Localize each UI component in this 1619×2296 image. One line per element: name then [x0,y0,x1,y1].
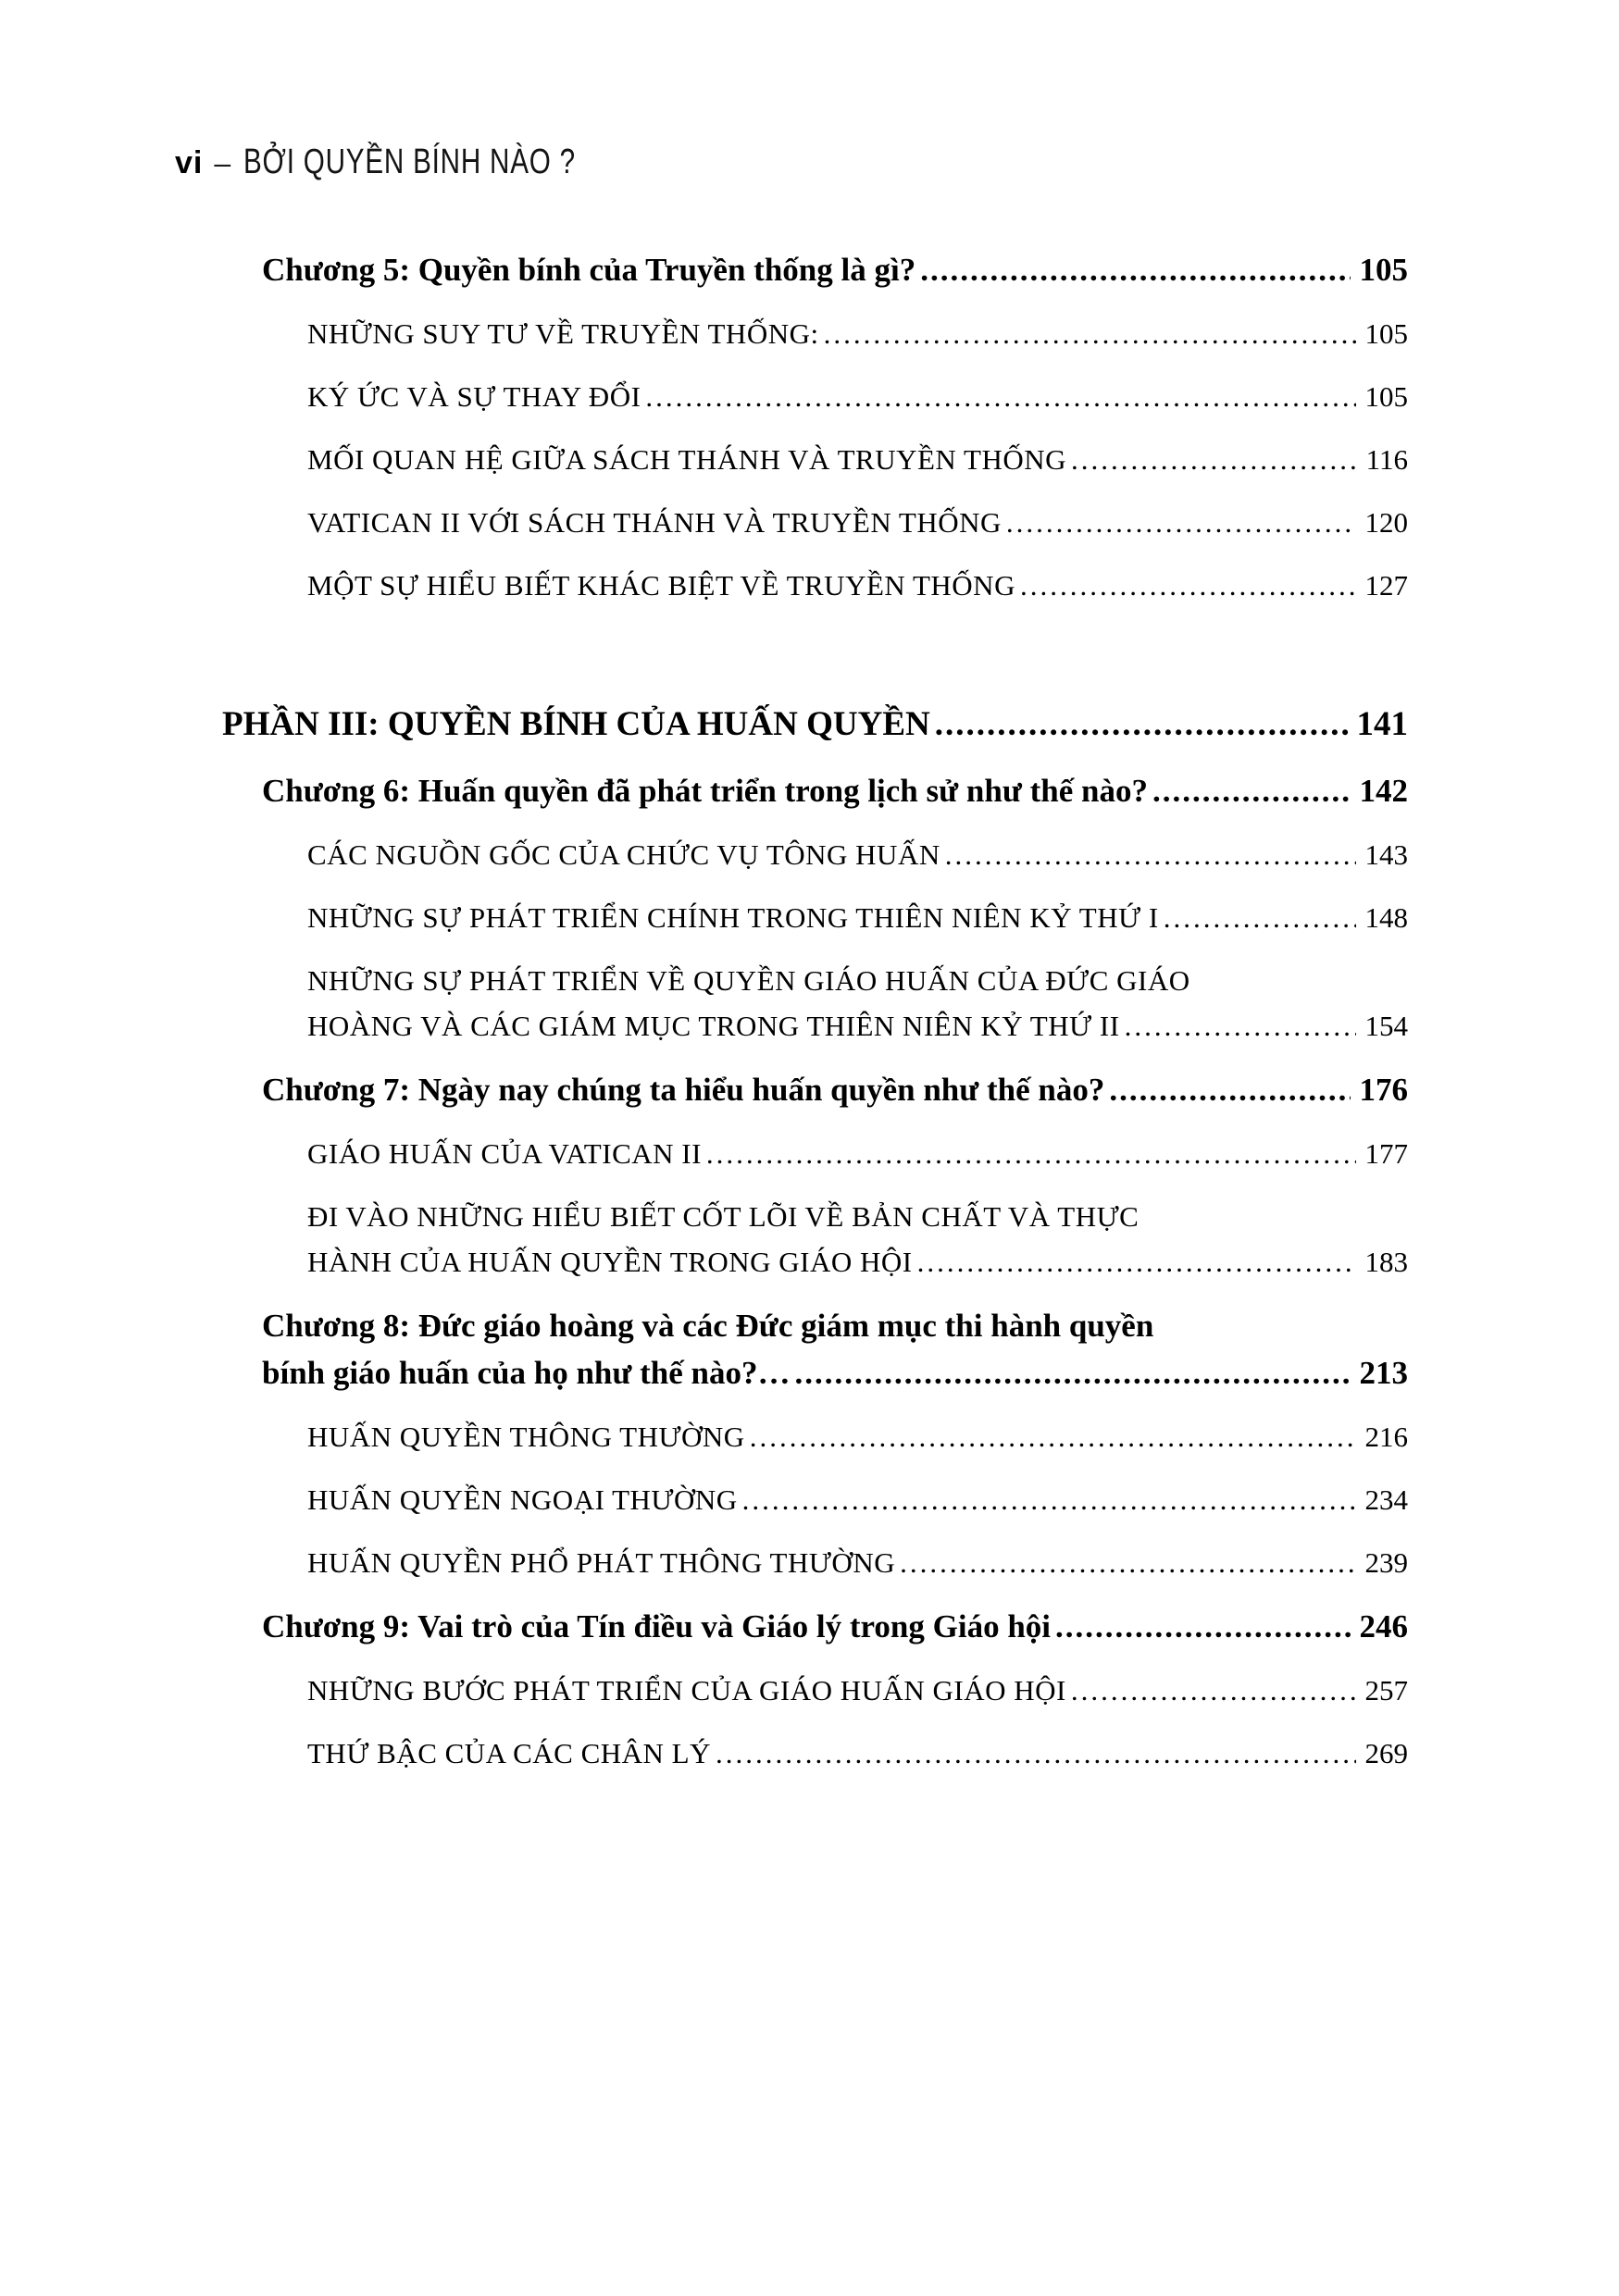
toc-line [307,1131,1408,1176]
toc-entry-chapter [222,1603,1408,1650]
table-of-contents [222,246,1408,1793]
dot-leader [795,1349,1351,1396]
header-book-title: BỞI QUYỀN BÍNH NÀO ? [243,143,577,181]
dot-leader [824,311,1356,356]
running-header [175,143,669,182]
dot-leader [1109,1066,1350,1113]
page-number: 141 [1356,705,1408,743]
page-number: 239 [1364,1546,1408,1579]
toc-entry-title: Chương 6: Huấn quyền đã phát triển trong lịch sử như thế nào? [262,773,1148,809]
toc-entry-title: bính giáo huấn của họ như thế nào?… [262,1355,791,1391]
toc-entry-chapter [222,246,1408,293]
toc-entry-title: HÀNH CỦA HUẤN QUYỀN TRONG GIÁO HỘI [307,1246,913,1278]
toc-entry-title: GIÁO HUẤN CỦA VATICAN II [307,1137,702,1170]
page-number: 154 [1364,1010,1408,1042]
page-number: 269 [1364,1737,1408,1769]
toc-line [307,1668,1408,1713]
toc-entry-title: VATICAN II VỚI SÁCH THÁNH VÀ TRUYỀN THỐNG [307,506,1002,539]
toc-entry-title: Chương 8: Đức giáo hoàng và các Đức giám mục thi hành quyền [262,1308,1154,1344]
dot-leader [1071,437,1357,482]
dot-leader [935,699,1348,750]
page-number: 183 [1364,1246,1408,1278]
dot-leader [917,1239,1356,1285]
dot-leader [945,832,1356,877]
toc-line [307,437,1408,482]
page-number: 216 [1364,1421,1408,1453]
toc-line [222,699,1408,750]
toc-entry-section [222,500,1408,545]
page-number: 105 [1364,317,1408,350]
dot-leader [900,1540,1355,1585]
toc-entry-chapter [222,1302,1408,1396]
toc-entry-chapter [222,1066,1408,1113]
dot-leader [1055,1603,1350,1650]
header-page-number: vi [175,145,204,180]
toc-entry-section [222,958,1408,1049]
page-number: 177 [1364,1137,1408,1170]
toc-entry-title: NHỮNG SUY TƯ VỀ TRUYỀN THỐNG: [307,317,819,350]
toc-entry-title: THỨ BẬC CỦA CÁC CHÂN LÝ [307,1737,712,1769]
toc-entry-section [222,374,1408,419]
toc-entry-title: HUẤN QUYỀN THÔNG THƯỜNG [307,1421,745,1453]
toc-line [307,1003,1408,1049]
dot-leader [706,1131,1356,1176]
dot-leader [716,1731,1355,1776]
page-number: 234 [1364,1483,1408,1516]
toc-entry-chapter [222,767,1408,814]
dot-leader [1071,1668,1356,1713]
toc-line [307,500,1408,545]
toc-entry-section [222,311,1408,356]
dot-leader [1020,563,1356,608]
toc-entry-title: PHẦN III: QUYỀN BÍNH CỦA HUẤN QUYỀN [222,705,930,743]
toc-entry-title: ĐI VÀO NHỮNG HIỂU BIẾT CỐT LÕI VỀ BẢN CHẤT VÀ THỰC [307,1200,1140,1233]
dot-leader [645,374,1355,419]
toc-entry-title: MỘT SỰ HIỂU BIẾT KHÁC BIỆT VỀ TRUYỀN THỐNG [307,569,1015,602]
toc-line [307,1477,1408,1522]
toc-line [262,246,1408,293]
page-number: 148 [1364,901,1408,934]
toc-entry-section [222,1668,1408,1713]
dot-leader [1006,500,1356,545]
toc-entry-title: Chương 5: Quyền bính của Truyền thống là gì? [262,252,916,288]
dot-leader [920,246,1350,293]
toc-entry-section [222,895,1408,940]
toc-entry-section [222,437,1408,482]
toc-entry-title: NHỮNG SỰ PHÁT TRIỂN CHÍNH TRONG THIÊN NIÊN KỶ THỨ I [307,901,1159,934]
toc-entry-section [222,1477,1408,1522]
toc-line [307,895,1408,940]
toc-line [307,832,1408,877]
header-separator: – [214,146,231,180]
dot-leader [1164,895,1356,940]
toc-entry-title: HUẤN QUYỀN PHỔ PHÁT THÔNG THƯỜNG [307,1546,896,1579]
toc-entry-title: CÁC NGUỒN GỐC CỦA CHỨC VỤ TÔNG HUẤN [307,838,940,871]
toc-entry-section [222,1540,1408,1585]
toc-line [307,1194,1408,1239]
dot-leader [742,1477,1356,1522]
toc-line [307,374,1408,419]
toc-entry-title: MỐI QUAN HỆ GIỮA SÁCH THÁNH VÀ TRUYỀN THỐNG [307,443,1066,476]
page-number: 143 [1364,838,1408,871]
toc-entry-section [222,1731,1408,1776]
page-number: 105 [1359,252,1408,288]
toc-line [307,1239,1408,1285]
page-number: 257 [1364,1674,1408,1706]
toc-entry-title: HOÀNG VÀ CÁC GIÁM MỤC TRONG THIÊN NIÊN KỶ THỨ II [307,1010,1120,1042]
toc-entry-title: Chương 7: Ngày nay chúng ta hiểu huấn quyền như thế nào? [262,1072,1105,1108]
toc-entry-section [222,1131,1408,1176]
toc-line [307,958,1408,1003]
toc-entry-title: Chương 9: Vai trò của Tín điều và Giáo lý trong Giáo hội [262,1608,1052,1644]
dot-leader [1152,767,1351,814]
toc-entry-section [222,1194,1408,1285]
page-number: 105 [1364,380,1408,413]
toc-entry-title: KÝ ỨC VÀ SỰ THAY ĐỔI [307,380,641,413]
toc-line [262,1066,1408,1113]
dot-leader [1125,1003,1356,1049]
toc-entry-section [222,1414,1408,1459]
page-number: 213 [1359,1355,1408,1391]
dot-leader [750,1414,1356,1459]
toc-line [262,767,1408,814]
toc-line [262,1302,1408,1349]
toc-line [307,311,1408,356]
toc-line [307,563,1408,608]
page-number: 142 [1359,773,1408,809]
toc-line [307,1731,1408,1776]
toc-line [262,1349,1408,1396]
page-number: 246 [1359,1608,1408,1644]
toc-line [307,1414,1408,1459]
toc-entry-title: HUẤN QUYỀN NGOẠI THƯỜNG [307,1483,738,1516]
page-number: 176 [1359,1072,1408,1108]
toc-line [307,1540,1408,1585]
toc-entry-part [222,699,1408,750]
page-number: 127 [1364,569,1408,602]
toc-entry-section [222,563,1408,608]
toc-line [262,1603,1408,1650]
page-number: 116 [1365,443,1408,476]
page-number: 120 [1364,506,1408,539]
toc-entry-title: NHỮNG BƯỚC PHÁT TRIỂN CỦA GIÁO HUẤN GIÁO HỘI [307,1674,1066,1706]
toc-entry-section [222,832,1408,877]
toc-entry-title: NHỮNG SỰ PHÁT TRIỂN VỀ QUYỀN GIÁO HUẤN CỦA ĐỨC GIÁO [307,964,1190,997]
